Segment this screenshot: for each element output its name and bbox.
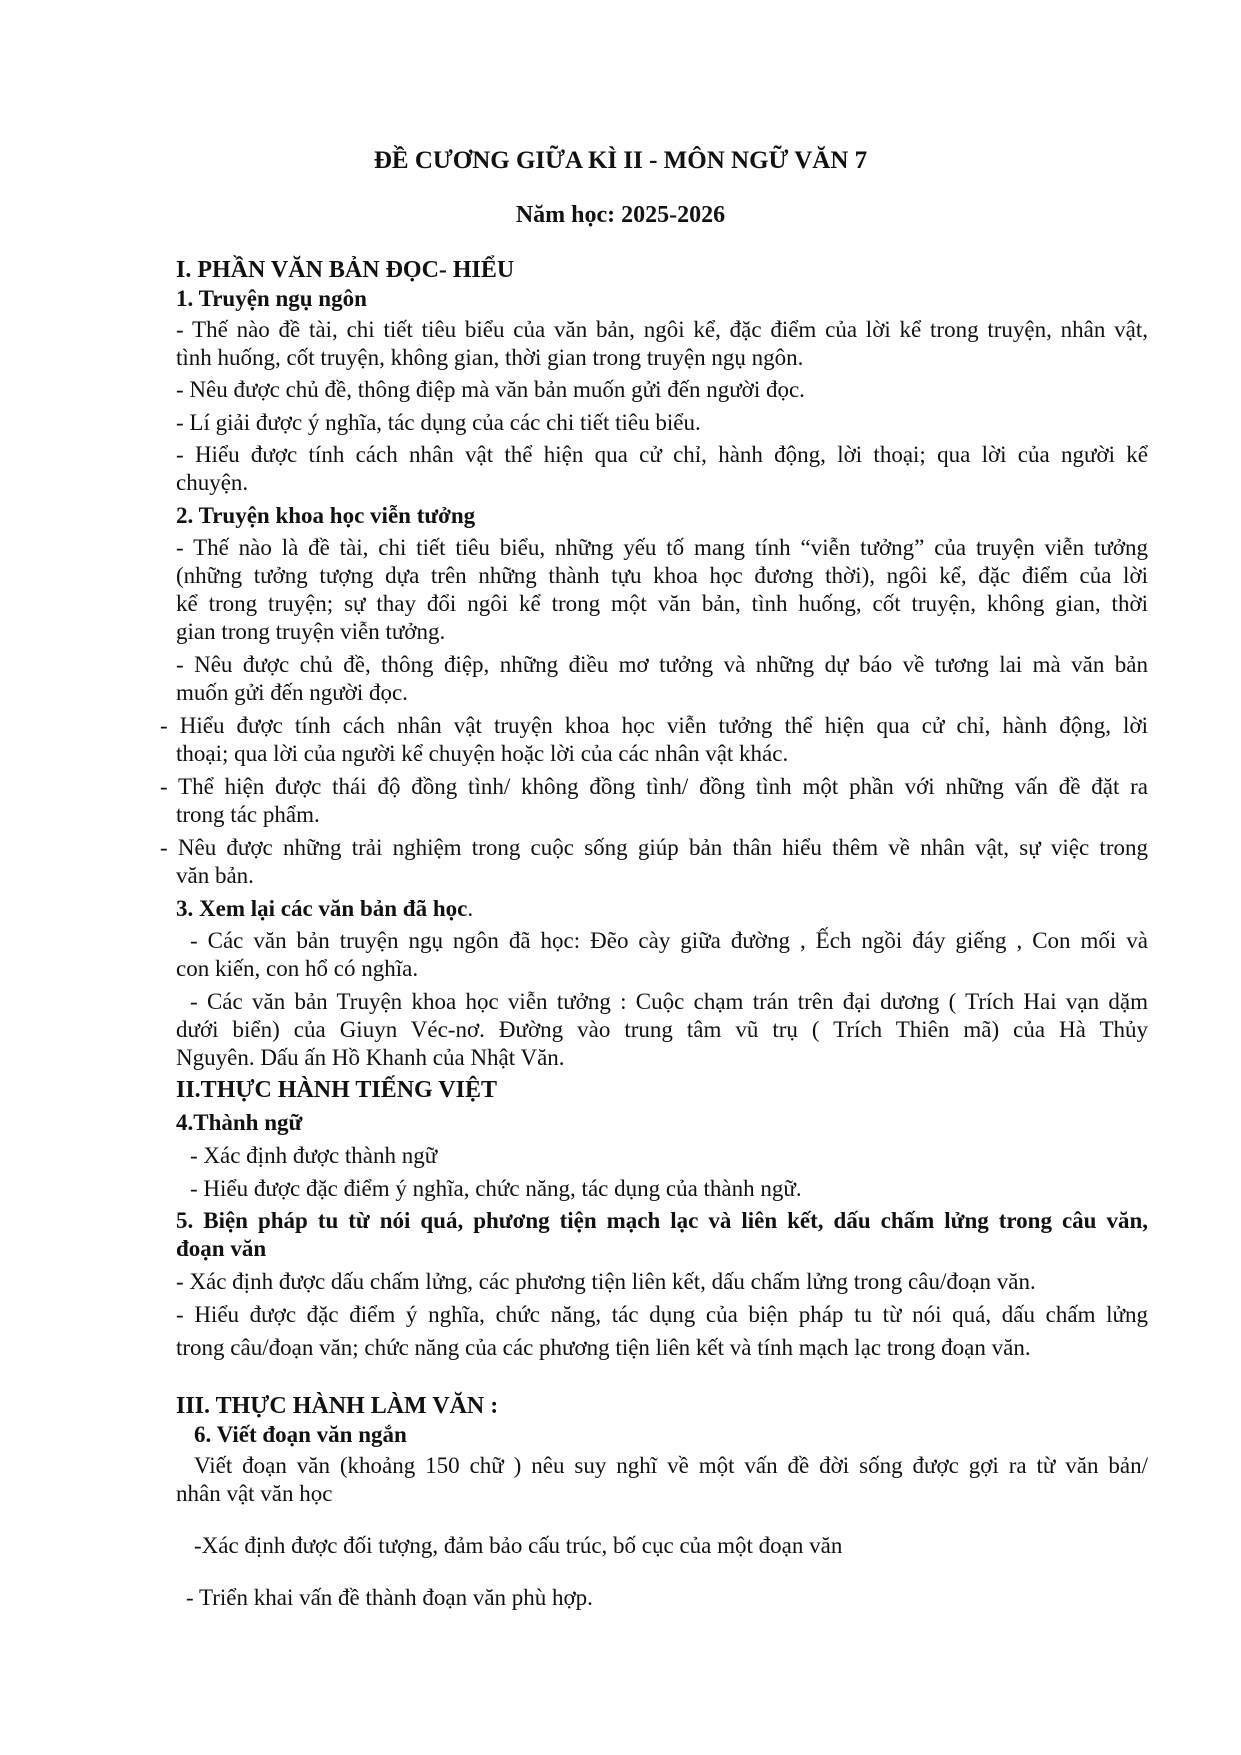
section-2-heading: II.THỰC HÀNH TIẾNG VIỆT [176, 1077, 497, 1103]
text-line: Viết đoạn văn (khoảng 150 chữ ) nêu suy nghĩ về một vấn đề đời sống được gợi ra từ văn bản/ [194, 1453, 1148, 1478]
text-line: dưới biển) của Giuyn Véc-nơ. Đường vào trung tâm vũ trụ ( Trích Thiên mã) của Hà Thủy [176, 1017, 1148, 1042]
text-line: trong câu/đoạn văn; chức năng của các phương tiện liên kết và tính mạch lạc trong đoạn văn. [176, 1335, 1031, 1360]
school-year: Năm học: 2025-2026 [515, 202, 726, 228]
text-line: - Xác định được thành ngữ [190, 1143, 438, 1168]
text-line: - Thể hiện được thái độ đồng tình/ không đồng tình/ đồng tình một phần với những vấn đề đặt ra [160, 774, 1148, 799]
text-line: - Lí giải được ý nghĩa, tác dụng của các chi tiết tiêu biểu. [176, 410, 701, 435]
subsection-2-heading: 2. Truyện khoa học viễn tưởng [176, 503, 476, 528]
subsection-1-heading: 1. Truyện ngụ ngôn [176, 286, 367, 311]
text-line: - Hiểu được tính cách nhân vật thể hiện qua cử chỉ, hành động, lời thoại; qua lời của người kể [176, 442, 1148, 467]
subsection-6-heading: 6. Viết đoạn văn ngắn [194, 1422, 407, 1447]
text-line: thoại; qua lời của người kể chuyện hoặc lời của các nhân vật khác. [176, 741, 789, 766]
text-line: - Xác định được dấu chấm lửng, các phương tiện liên kết, dấu chấm lửng trong câu/đoạn văn. [176, 1269, 1036, 1294]
document-title: ĐỀ CƯƠNG GIỮA KÌ II - MÔN NGỮ VĂN 7 [373, 147, 868, 174]
text-line: - Nêu được những trải nghiệm trong cuộc sống giúp bản thân hiểu thêm về nhân vật, sự việc trong [160, 835, 1148, 860]
subsection-3-title: 3. Xem lại các văn bản đã học [176, 896, 468, 921]
text-line: muốn gửi đến người đọc. [176, 680, 408, 705]
subsection-5-heading-cont: đoạn văn [176, 1236, 267, 1261]
text-line: - Triển khai vấn đề thành đoạn văn phù hợp. [186, 1585, 593, 1610]
text-line: tình huống, cốt truyện, không gian, thời gian trong truyện ngụ ngôn. [176, 345, 804, 370]
text-line: - Thế nào là đề tài, chi tiết tiêu biểu, những yếu tố mang tính “viễn tưởng” của truyện viễn tưởng [176, 535, 1148, 560]
text-line: - Hiểu được tính cách nhân vật truyện khoa học viễn tưởng thể hiện qua cử chỉ, hành động, lời [160, 713, 1148, 738]
subsection-4-heading: 4.Thành ngữ [176, 1110, 303, 1135]
text-line: văn bản. [176, 863, 254, 888]
text-line: - Các văn bản truyện ngụ ngôn đã học: Đẽo cày giữa đường , Ếch ngồi đáy giếng , Con mối và [190, 928, 1148, 953]
text-line: con kiến, con hổ có nghĩa. [176, 956, 419, 981]
text-line: - Thế nào đề tài, chi tiết tiêu biểu của văn bản, ngôi kể, đặc điểm của lời kể trong truyện, nhân vật, [176, 317, 1148, 342]
section-3-heading: III. THỰC HÀNH LÀM VĂN : [176, 1393, 499, 1419]
text-line: nhân vật văn học [176, 1481, 333, 1506]
text-line: Nguyên. Dấu ấn Hồ Khanh của Nhật Văn. [176, 1045, 565, 1070]
subsection-3-heading [176, 894, 1148, 923]
text-line: chuyện. [176, 470, 249, 495]
text-line: kể trong truyện; sự thay đổi ngôi kể trong một văn bản, tình huống, cốt truyện, không gian, thời [176, 591, 1148, 616]
text-line: trong tác phẩm. [176, 802, 320, 827]
subsection-5-heading: 5. Biện pháp tu từ nói quá, phương tiện mạch lạc và liên kết, dấu chấm lửng trong câu văn, [176, 1208, 1148, 1233]
text-line: - Nêu được chủ đề, thông điệp mà văn bản muốn gửi đến người đọc. [176, 377, 805, 402]
text-line: - Nêu được chủ đề, thông điệp, những điều mơ tưởng và những dự báo về tương lai mà văn bản [176, 652, 1148, 677]
text-line: (những tưởng tượng dựa trên những thành tựu khoa học đương thời), ngôi kể, đặc điểm của lời [176, 563, 1148, 588]
section-1-heading: I. PHẦN VĂN BẢN ĐỌC- HIỂU [176, 257, 515, 283]
text-line: gian trong truyện viễn tưởng. [176, 619, 446, 644]
text-line: - Hiểu được đặc điểm ý nghĩa, chức năng, tác dụng của biện pháp tu từ nói quá, dấu chấm lửng [176, 1302, 1148, 1327]
text-line: - Hiểu được đặc điểm ý nghĩa, chức năng, tác dụng của thành ngữ. [190, 1176, 802, 1201]
subsection-3-period: . [467, 896, 474, 921]
text-line: - Các văn bản Truyện khoa học viễn tưởng : Cuộc chạm trán trên đại dương ( Trích Hai vạn dặm [190, 989, 1148, 1014]
text-line: -Xác định được đối tượng, đảm bảo cấu trúc, bố cục của một đoạn văn [194, 1533, 843, 1558]
